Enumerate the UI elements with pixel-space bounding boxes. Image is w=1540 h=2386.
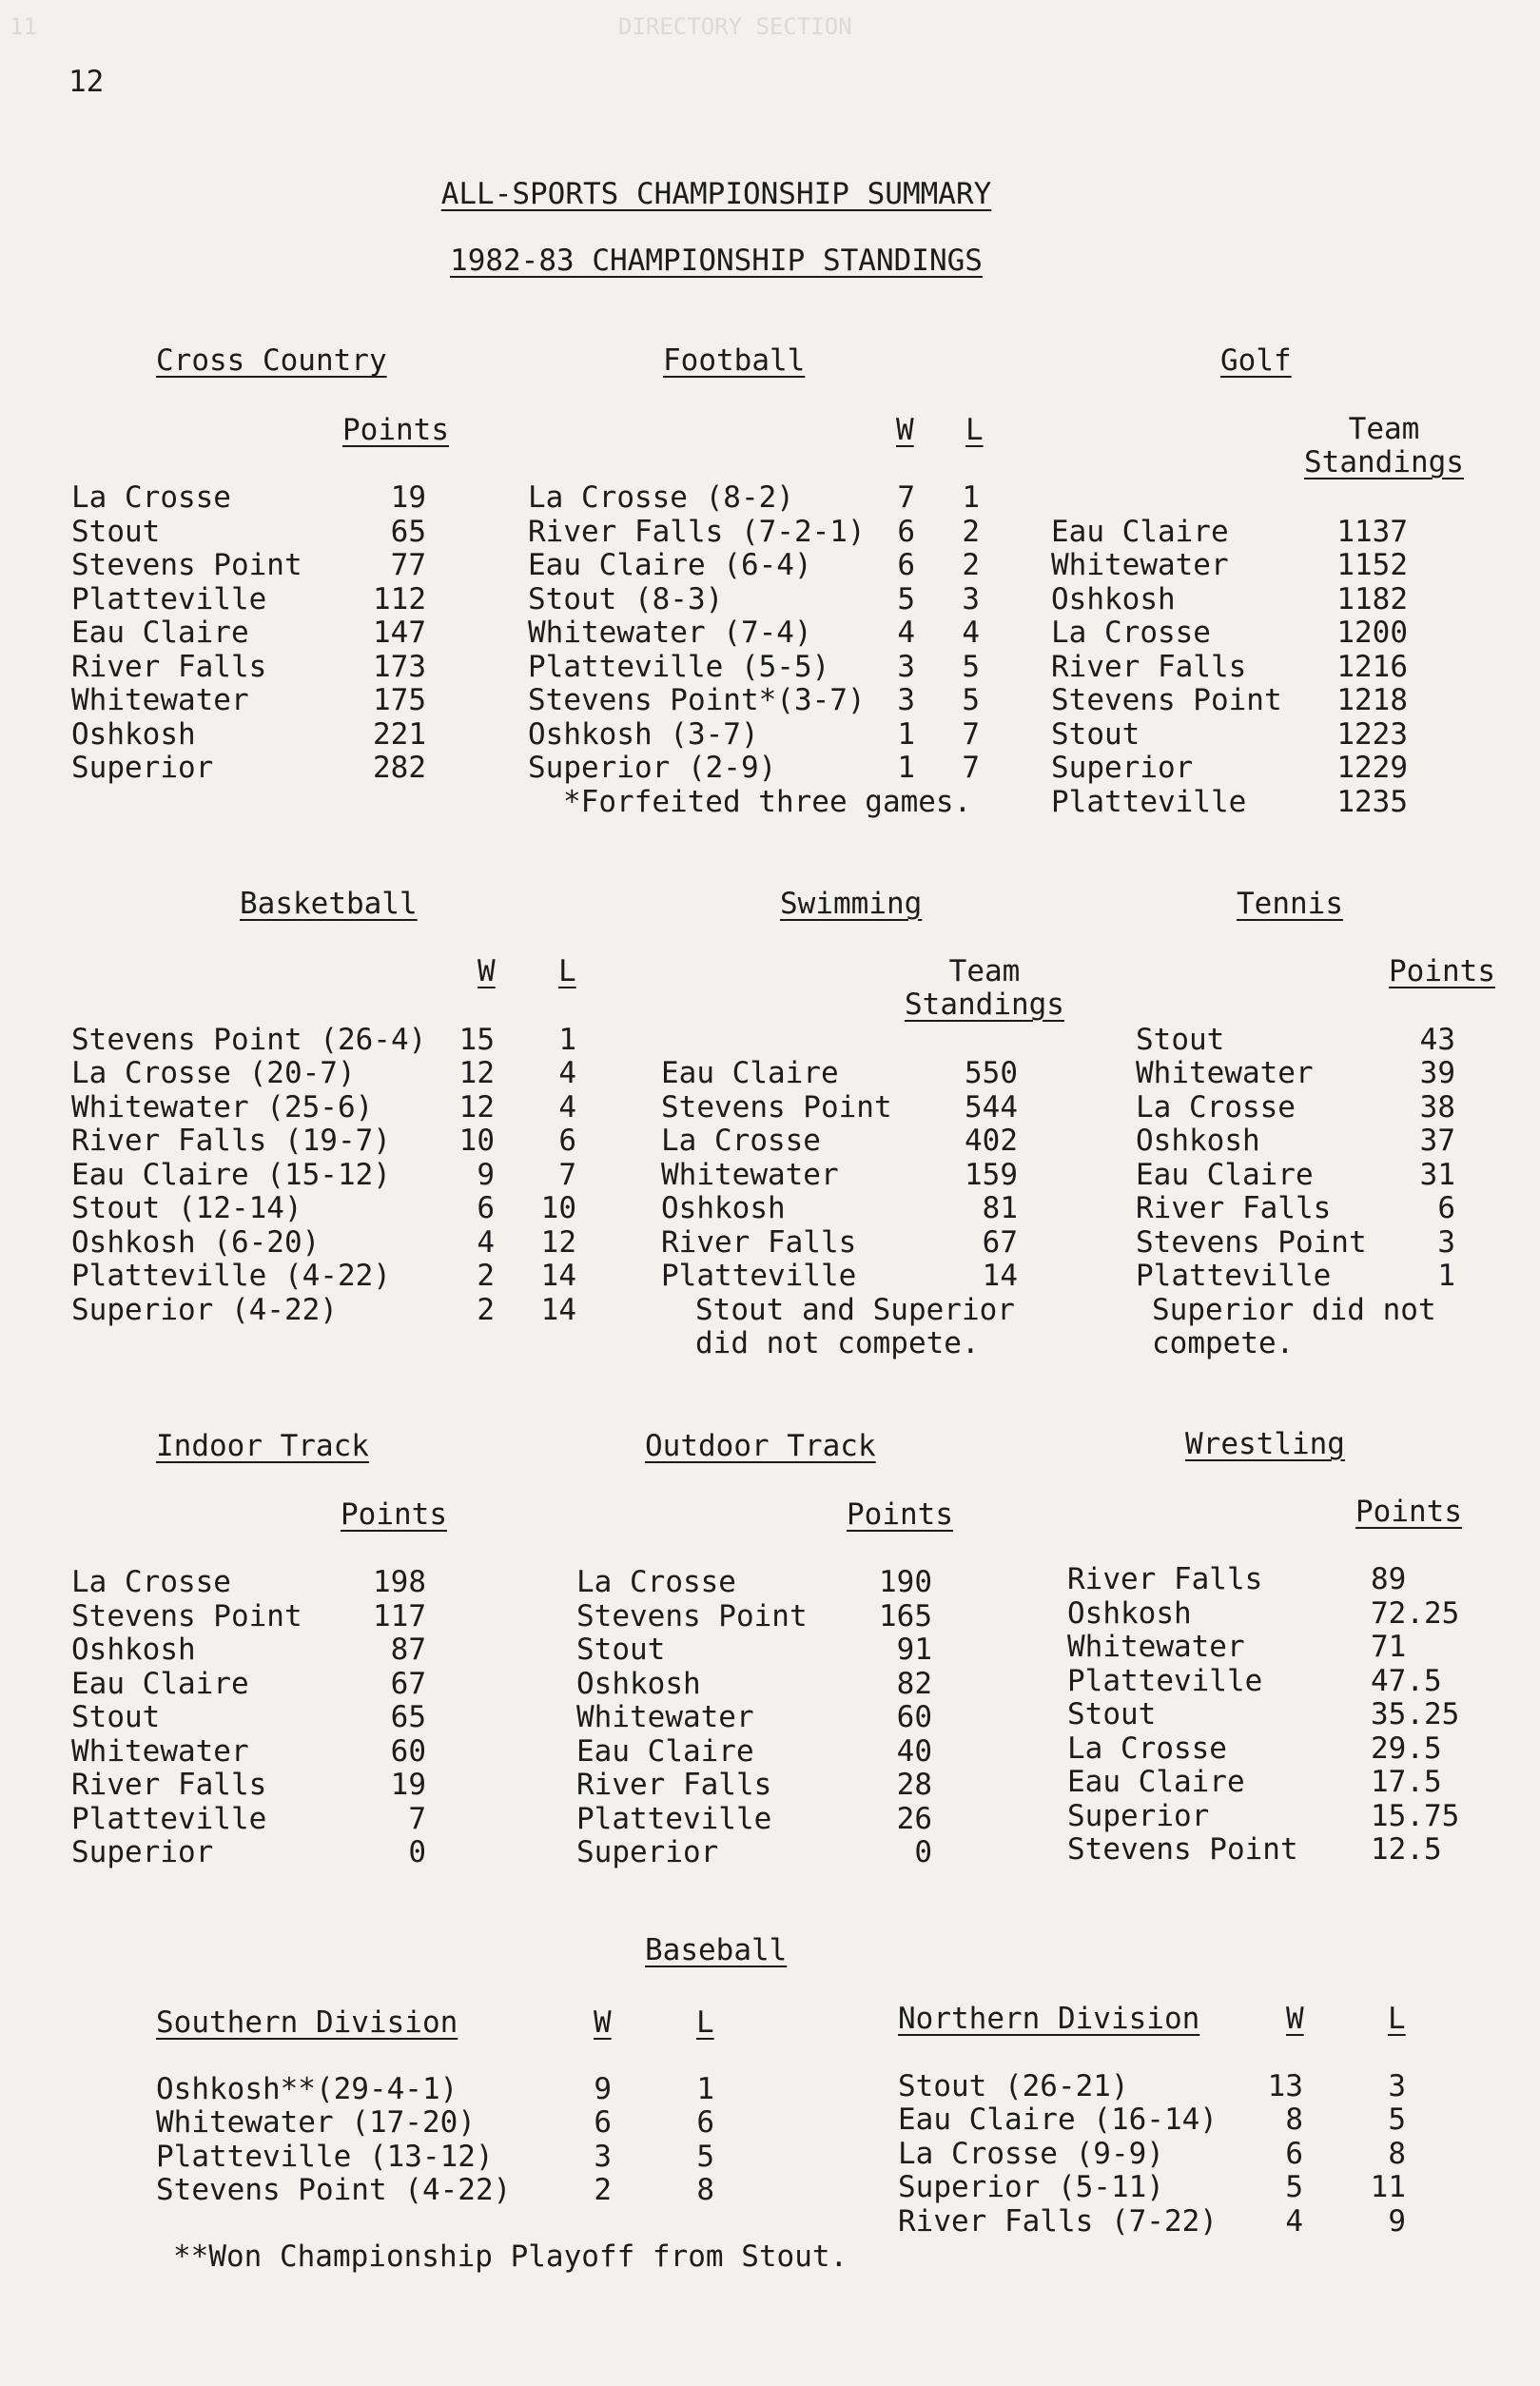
points-value: 60 — [896, 1700, 932, 1734]
points-value: 89 — [1371, 1562, 1407, 1596]
team-name: Eau Claire (15-12) — [71, 1158, 391, 1192]
column-header-w: W — [478, 954, 496, 988]
points-value: 72.25 — [1371, 1596, 1460, 1631]
points-value: 175 — [373, 683, 426, 717]
points-value: 60 — [390, 1734, 426, 1769]
score-value: 1182 — [1336, 582, 1408, 616]
team-name: River Falls — [71, 1768, 267, 1802]
team-name: River Falls (7-2-1) — [528, 515, 866, 549]
bleed-header: DIRECTORY SECTION — [618, 13, 852, 40]
points-value: 7 — [408, 1802, 426, 1836]
column-header-w: W — [594, 2005, 612, 2040]
team-name: Superior (4-22) — [71, 1293, 338, 1327]
points-value: 35.25 — [1371, 1697, 1460, 1731]
team-name: Oshkosh (3-7) — [528, 717, 759, 752]
points-value: 39 — [1419, 1056, 1455, 1090]
column-header-l: L — [558, 954, 576, 988]
team-name: Oshkosh**(29-4-1) — [156, 2072, 458, 2106]
team-name: Whitewater (17-20) — [156, 2105, 476, 2140]
column-header-line1: Team — [948, 954, 1021, 988]
losses-value: 8 — [1388, 2137, 1406, 2171]
wins-value: 3 — [594, 2140, 612, 2174]
points-value: 3 — [1437, 1225, 1455, 1260]
team-name: Superior (5-11) — [898, 2170, 1164, 2204]
team-name: River Falls — [576, 1768, 772, 1802]
losses-value: 8 — [696, 2173, 714, 2207]
bleed-page-number: 11 — [10, 13, 37, 40]
team-name: Stout — [1136, 1023, 1225, 1057]
points-value: 29.5 — [1371, 1731, 1442, 1766]
footnote-line1: Superior did not — [1152, 1293, 1436, 1327]
team-name: La Crosse (9-9) — [898, 2137, 1164, 2171]
team-name: La Crosse — [1051, 616, 1211, 650]
team-name: Stevens Point — [1051, 683, 1282, 717]
team-name: Eau Claire (6-4) — [528, 548, 812, 582]
losses-value: 4 — [962, 616, 980, 650]
score-value: 1137 — [1336, 515, 1408, 549]
team-name: Eau Claire — [71, 1667, 249, 1701]
wins-value: 5 — [1285, 2170, 1303, 2204]
team-name: Oshkosh — [71, 717, 196, 752]
wins-value: 15 — [458, 1023, 495, 1057]
team-name: Oshkosh — [1067, 1596, 1192, 1631]
team-name: La Crosse (20-7) — [71, 1056, 356, 1090]
points-value: 77 — [390, 548, 426, 582]
division-heading: Southern Division — [156, 2005, 458, 2040]
wins-value: 13 — [1267, 2069, 1303, 2103]
points-value: 19 — [390, 480, 426, 515]
points-value: 0 — [408, 1835, 426, 1869]
losses-value: 9 — [1388, 2204, 1406, 2239]
team-name: River Falls — [1051, 650, 1247, 684]
losses-value: 5 — [696, 2140, 714, 2174]
team-name: La Crosse — [661, 1124, 821, 1158]
team-name: La Crosse — [576, 1565, 736, 1599]
score-value: 550 — [965, 1056, 1018, 1090]
team-name: Superior — [1067, 1799, 1210, 1833]
team-name: Whitewater — [1051, 548, 1229, 582]
losses-value: 4 — [558, 1056, 576, 1090]
points-value: 147 — [373, 616, 426, 650]
team-name: Platteville — [661, 1259, 857, 1293]
wins-value: 1 — [897, 751, 915, 785]
team-name: Stevens Point — [1067, 1832, 1298, 1867]
section-heading: Wrestling — [1185, 1427, 1345, 1461]
score-value: 67 — [982, 1225, 1018, 1260]
team-name: Stevens Point — [576, 1599, 808, 1633]
team-name: Stevens Point — [1136, 1225, 1367, 1260]
column-header: Points — [1355, 1495, 1462, 1529]
team-name: La Crosse — [71, 480, 231, 515]
team-name: Whitewater — [576, 1700, 754, 1734]
points-value: 37 — [1419, 1124, 1455, 1158]
division-heading: Northern Division — [898, 2002, 1200, 2036]
points-value: 26 — [896, 1802, 932, 1836]
wins-value: 7 — [897, 480, 915, 515]
points-value: 47.5 — [1371, 1664, 1442, 1698]
section-heading: Baseball — [645, 1933, 788, 1967]
wins-value: 6 — [897, 515, 915, 549]
page-subtitle: 1982-83 CHAMPIONSHIP STANDINGS — [450, 244, 983, 278]
losses-value: 10 — [540, 1191, 576, 1225]
team-name: La Crosse — [1136, 1090, 1296, 1125]
points-value: 15.75 — [1371, 1799, 1460, 1833]
points-value: 43 — [1419, 1023, 1455, 1057]
team-name: Eau Claire — [71, 616, 249, 650]
points-value: 65 — [390, 515, 426, 549]
column-header-w: W — [896, 413, 914, 447]
points-value: 67 — [390, 1667, 426, 1701]
section-heading: Football — [663, 343, 806, 378]
losses-value: 7 — [558, 1158, 576, 1192]
team-name: La Crosse — [71, 1565, 231, 1599]
team-name: River Falls — [1136, 1191, 1332, 1225]
points-value: 190 — [879, 1565, 932, 1599]
column-header: Points — [341, 1497, 447, 1532]
team-name: Oshkosh — [576, 1667, 701, 1701]
section-heading: Indoor Track — [156, 1429, 369, 1463]
points-value: 282 — [373, 751, 426, 785]
footnote-line1: Stout and Superior — [695, 1293, 1015, 1327]
score-value: 1152 — [1336, 548, 1408, 582]
section-heading: Tennis — [1237, 887, 1343, 921]
score-value: 1229 — [1336, 751, 1408, 785]
team-name: Stout — [71, 1700, 161, 1734]
wins-value: 12 — [458, 1056, 495, 1090]
wins-value: 1 — [897, 717, 915, 752]
wins-value: 2 — [594, 2173, 612, 2207]
wins-value: 8 — [1285, 2102, 1303, 2137]
footnote: *Forfeited three games. — [563, 785, 972, 819]
losses-value: 6 — [558, 1124, 576, 1158]
team-name: Eau Claire — [1067, 1765, 1245, 1799]
score-value: 1200 — [1336, 616, 1408, 650]
points-value: 221 — [373, 717, 426, 752]
points-value: 87 — [390, 1633, 426, 1667]
team-name: La Crosse (8-2) — [528, 480, 794, 515]
section-heading: Swimming — [780, 887, 923, 921]
team-name: Stout (26-21) — [898, 2069, 1129, 2103]
losses-value: 7 — [962, 717, 980, 752]
score-value: 81 — [982, 1191, 1018, 1225]
team-name: Oshkosh (6-20) — [71, 1225, 321, 1260]
team-name: Platteville — [71, 582, 267, 616]
losses-value: 1 — [696, 2072, 714, 2106]
points-value: 71 — [1371, 1630, 1407, 1664]
wins-value: 6 — [477, 1191, 495, 1225]
team-name: Stout (8-3) — [528, 582, 724, 616]
team-name: Eau Claire — [661, 1056, 839, 1090]
team-name: Eau Claire — [1051, 515, 1229, 549]
score-value: 1235 — [1336, 785, 1408, 819]
column-header: Points — [342, 413, 449, 447]
team-name: Superior — [1051, 751, 1194, 785]
wins-value: 4 — [477, 1225, 495, 1260]
team-name: River Falls (7-22) — [898, 2204, 1218, 2239]
footnote-line2: compete. — [1152, 1326, 1295, 1360]
team-name: La Crosse — [1067, 1731, 1227, 1766]
wins-value: 2 — [477, 1259, 495, 1293]
points-value: 91 — [896, 1633, 932, 1667]
section-heading: Cross Country — [156, 343, 387, 378]
team-name: Platteville (13-12) — [156, 2140, 494, 2174]
losses-value: 14 — [540, 1259, 576, 1293]
wins-value: 9 — [477, 1158, 495, 1192]
team-name: Eau Claire — [1136, 1158, 1314, 1192]
points-value: 82 — [896, 1667, 932, 1701]
page-title: ALL-SPORTS CHAMPIONSHIP SUMMARY — [440, 177, 992, 211]
team-name: Superior — [576, 1835, 719, 1869]
wins-value: 6 — [594, 2105, 612, 2140]
section-heading: Basketball — [240, 887, 418, 921]
team-name: Whitewater — [71, 683, 249, 717]
points-value: 65 — [390, 1700, 426, 1734]
team-name: Stevens Point*(3-7) — [528, 683, 866, 717]
team-name: Whitewater — [71, 1734, 249, 1769]
team-name: Stevens Point — [661, 1090, 892, 1125]
points-value: 198 — [373, 1565, 426, 1599]
wins-value: 6 — [897, 548, 915, 582]
losses-value: 4 — [558, 1090, 576, 1125]
wins-value: 10 — [458, 1124, 495, 1158]
team-name: Superior — [71, 1835, 214, 1869]
points-value: 165 — [879, 1599, 932, 1633]
losses-value: 14 — [540, 1293, 576, 1327]
score-value: 1218 — [1336, 683, 1408, 717]
section-heading: Outdoor Track — [645, 1429, 876, 1463]
points-value: 19 — [390, 1768, 426, 1802]
losses-value: 6 — [696, 2105, 714, 2140]
team-name: Stevens Point — [71, 548, 302, 582]
team-name: Eau Claire — [576, 1734, 754, 1769]
wins-value: 9 — [594, 2072, 612, 2106]
team-name: Platteville — [576, 1802, 772, 1836]
losses-value: 2 — [962, 515, 980, 549]
team-name: Stout (12-14) — [71, 1191, 302, 1225]
points-value: 6 — [1437, 1191, 1455, 1225]
section-heading: Golf — [1220, 343, 1292, 378]
losses-value: 5 — [1388, 2102, 1406, 2137]
column-header-l: L — [1388, 2002, 1406, 2036]
score-value: 544 — [965, 1090, 1018, 1125]
score-value: 1216 — [1336, 650, 1408, 684]
losses-value: 12 — [540, 1225, 576, 1260]
team-name: Stout — [1051, 717, 1140, 752]
points-value: 28 — [896, 1768, 932, 1802]
points-value: 12.5 — [1371, 1832, 1442, 1867]
points-value: 17.5 — [1371, 1765, 1442, 1799]
team-name: Eau Claire (16-14) — [898, 2102, 1218, 2137]
points-value: 38 — [1419, 1090, 1455, 1125]
wins-value: 2 — [477, 1293, 495, 1327]
team-name: Whitewater — [1136, 1056, 1314, 1090]
team-name: River Falls (19-7) — [71, 1124, 391, 1158]
team-name: Oshkosh — [661, 1191, 786, 1225]
score-value: 159 — [965, 1158, 1018, 1192]
column-header-line2: Standings — [1304, 445, 1464, 479]
team-name: Whitewater (7-4) — [528, 616, 812, 650]
team-name: Stout — [1067, 1697, 1157, 1731]
losses-value: 1 — [962, 480, 980, 515]
team-name: Superior — [71, 751, 214, 785]
points-value: 173 — [373, 650, 426, 684]
wins-value: 4 — [1285, 2204, 1303, 2239]
wins-value: 3 — [897, 683, 915, 717]
team-name: Platteville — [1067, 1664, 1263, 1698]
page-number: 12 — [68, 65, 105, 99]
footnote-line2: did not compete. — [695, 1326, 980, 1360]
column-header: Points — [1389, 954, 1495, 988]
team-name: Stout — [71, 515, 161, 549]
team-name: Whitewater — [661, 1158, 839, 1192]
column-header-w: W — [1286, 2002, 1304, 2036]
wins-value: 5 — [897, 582, 915, 616]
losses-value: 5 — [962, 650, 980, 684]
team-name: River Falls — [661, 1225, 857, 1260]
team-name: Stevens Point — [71, 1599, 302, 1633]
column-header-l: L — [696, 2005, 714, 2040]
team-name: Whitewater — [1067, 1630, 1245, 1664]
points-value: 31 — [1419, 1158, 1455, 1192]
team-name: Stevens Point (4-22) — [156, 2173, 512, 2207]
points-value: 40 — [896, 1734, 932, 1769]
footnote: **Won Championship Playoff from Stout. — [173, 2239, 848, 2274]
team-name: Platteville — [1136, 1259, 1332, 1293]
team-name: Platteville (5-5) — [528, 650, 830, 684]
score-value: 402 — [965, 1124, 1018, 1158]
score-value: 14 — [982, 1259, 1018, 1293]
losses-value: 7 — [962, 751, 980, 785]
wins-value: 6 — [1285, 2137, 1303, 2171]
team-name: Oshkosh — [1136, 1124, 1260, 1158]
team-name: Oshkosh — [1051, 582, 1176, 616]
column-header-line1: Team — [1348, 412, 1420, 446]
wins-value: 3 — [897, 650, 915, 684]
losses-value: 1 — [558, 1023, 576, 1057]
team-name: River Falls — [71, 650, 267, 684]
team-name: Stout — [576, 1633, 666, 1667]
points-value: 0 — [914, 1835, 932, 1869]
losses-value: 3 — [962, 582, 980, 616]
team-name: Platteville — [71, 1802, 267, 1836]
score-value: 1223 — [1336, 717, 1408, 752]
points-value: 117 — [373, 1599, 426, 1633]
losses-value: 2 — [962, 548, 980, 582]
team-name: Whitewater (25-6) — [71, 1090, 374, 1125]
losses-value: 5 — [962, 683, 980, 717]
team-name: Platteville (4-22) — [71, 1259, 391, 1293]
team-name: River Falls — [1067, 1562, 1263, 1596]
points-value: 1 — [1437, 1259, 1455, 1293]
team-name: Superior (2-9) — [528, 751, 777, 785]
team-name: Platteville — [1051, 785, 1247, 819]
points-value: 112 — [373, 582, 426, 616]
wins-value: 12 — [458, 1090, 495, 1125]
column-header-l: L — [965, 413, 984, 447]
wins-value: 4 — [897, 616, 915, 650]
team-name: Oshkosh — [71, 1633, 196, 1667]
team-name: Stevens Point (26-4) — [71, 1023, 427, 1057]
column-header-line2: Standings — [905, 988, 1064, 1022]
column-header: Points — [847, 1497, 953, 1532]
losses-value: 3 — [1388, 2069, 1406, 2103]
losses-value: 11 — [1370, 2170, 1406, 2204]
